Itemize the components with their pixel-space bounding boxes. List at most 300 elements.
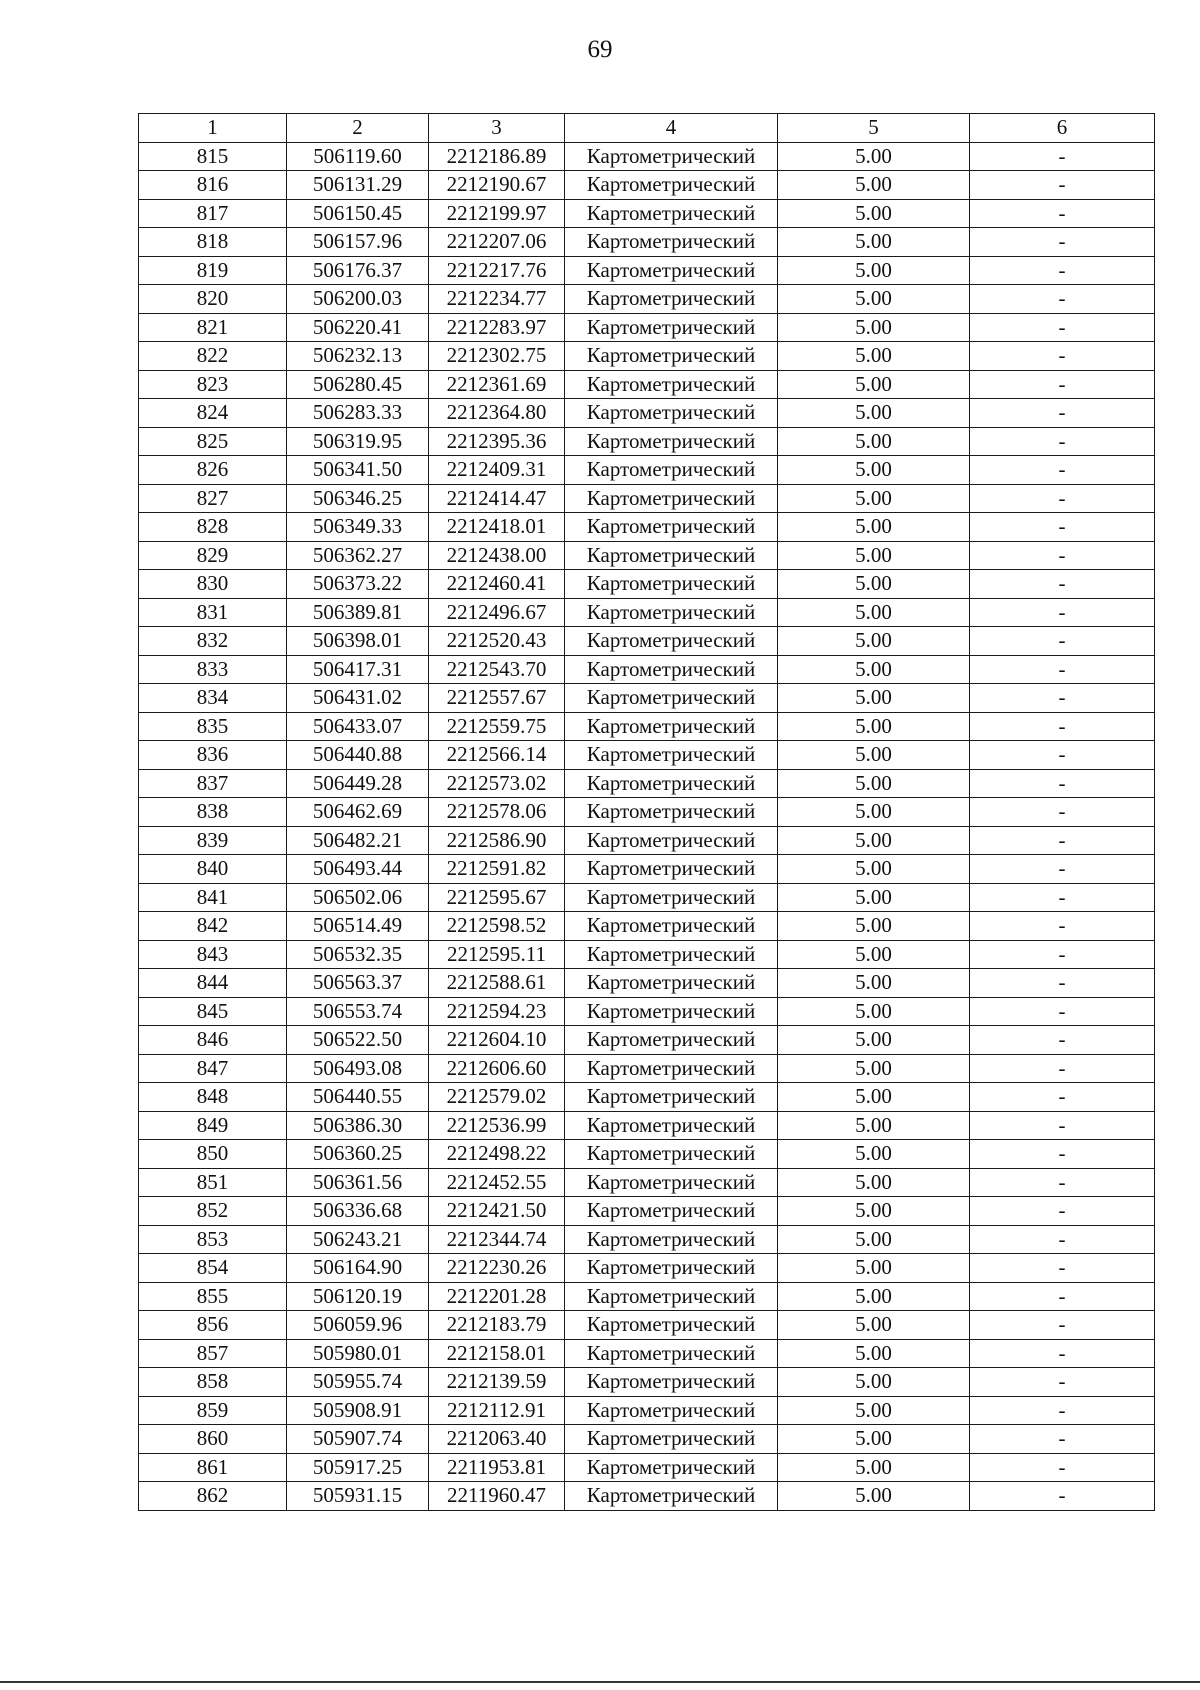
x-coordinate-cell: 506522.50 (287, 1026, 429, 1055)
y-coordinate-cell: 2212201.28 (429, 1282, 565, 1311)
accuracy-cell: 5.00 (778, 1168, 970, 1197)
note-cell: - (970, 1339, 1155, 1368)
point-number-cell: 849 (139, 1111, 287, 1140)
point-number-cell: 828 (139, 513, 287, 542)
point-number-cell: 819 (139, 256, 287, 285)
point-number-cell: 850 (139, 1140, 287, 1169)
x-coordinate-cell: 506563.37 (287, 969, 429, 998)
table-row (139, 627, 1155, 656)
note-cell: - (970, 598, 1155, 627)
method-cell: Картометрический (565, 1368, 778, 1397)
accuracy-cell: 5.00 (778, 826, 970, 855)
accuracy-cell: 5.00 (778, 912, 970, 941)
accuracy-cell: 5.00 (778, 313, 970, 342)
accuracy-cell: 5.00 (778, 940, 970, 969)
point-number-cell: 827 (139, 484, 287, 513)
point-number-cell: 860 (139, 1425, 287, 1454)
table-row (139, 199, 1155, 228)
accuracy-cell: 5.00 (778, 1482, 970, 1511)
note-cell: - (970, 855, 1155, 884)
column-header-4: 4 (565, 114, 778, 143)
x-coordinate-cell: 506220.41 (287, 313, 429, 342)
accuracy-cell: 5.00 (778, 627, 970, 656)
point-number-cell: 858 (139, 1368, 287, 1397)
note-cell: - (970, 1482, 1155, 1511)
method-cell: Картометрический (565, 171, 778, 200)
table-row (139, 1396, 1155, 1425)
y-coordinate-cell: 2212452.55 (429, 1168, 565, 1197)
x-coordinate-cell: 506362.27 (287, 541, 429, 570)
point-number-cell: 842 (139, 912, 287, 941)
accuracy-cell: 5.00 (778, 655, 970, 684)
accuracy-cell: 5.00 (778, 370, 970, 399)
point-number-cell: 824 (139, 399, 287, 428)
point-number-cell: 851 (139, 1168, 287, 1197)
method-cell: Картометрический (565, 1197, 778, 1226)
note-cell: - (970, 912, 1155, 941)
note-cell: - (970, 285, 1155, 314)
table-row (139, 655, 1155, 684)
note-cell: - (970, 655, 1155, 684)
y-coordinate-cell: 2212207.06 (429, 228, 565, 257)
y-coordinate-cell: 2212364.80 (429, 399, 565, 428)
x-coordinate-cell: 506493.08 (287, 1054, 429, 1083)
y-coordinate-cell: 2212566.14 (429, 741, 565, 770)
note-cell: - (970, 370, 1155, 399)
point-number-cell: 831 (139, 598, 287, 627)
method-cell: Картометрический (565, 1339, 778, 1368)
method-cell: Картометрический (565, 997, 778, 1026)
method-cell: Картометрический (565, 1254, 778, 1283)
method-cell: Картометрический (565, 541, 778, 570)
point-number-cell: 848 (139, 1083, 287, 1112)
x-coordinate-cell: 506346.25 (287, 484, 429, 513)
method-cell: Картометрический (565, 256, 778, 285)
note-cell: - (970, 1225, 1155, 1254)
method-cell: Картометрический (565, 883, 778, 912)
y-coordinate-cell: 2212543.70 (429, 655, 565, 684)
y-coordinate-cell: 2212594.23 (429, 997, 565, 1026)
accuracy-cell: 5.00 (778, 1396, 970, 1425)
y-coordinate-cell: 2212604.10 (429, 1026, 565, 1055)
x-coordinate-cell: 506232.13 (287, 342, 429, 371)
point-number-cell: 823 (139, 370, 287, 399)
table-row (139, 541, 1155, 570)
accuracy-cell: 5.00 (778, 1026, 970, 1055)
x-coordinate-cell: 506157.96 (287, 228, 429, 257)
table-row (139, 1168, 1155, 1197)
point-number-cell: 839 (139, 826, 287, 855)
note-cell: - (970, 883, 1155, 912)
accuracy-cell: 5.00 (778, 427, 970, 456)
point-number-cell: 825 (139, 427, 287, 456)
table-row (139, 1368, 1155, 1397)
note-cell: - (970, 1311, 1155, 1340)
table-row (139, 1026, 1155, 1055)
y-coordinate-cell: 2212595.11 (429, 940, 565, 969)
table-row (139, 598, 1155, 627)
note-cell: - (970, 171, 1155, 200)
note-cell: - (970, 1197, 1155, 1226)
x-coordinate-cell: 506119.60 (287, 142, 429, 171)
y-coordinate-cell: 2212302.75 (429, 342, 565, 371)
method-cell: Картометрический (565, 1453, 778, 1482)
method-cell: Картометрический (565, 228, 778, 257)
point-number-cell: 830 (139, 570, 287, 599)
accuracy-cell: 5.00 (778, 1425, 970, 1454)
x-coordinate-cell: 506433.07 (287, 712, 429, 741)
table-row (139, 826, 1155, 855)
y-coordinate-cell: 2212139.59 (429, 1368, 565, 1397)
note-cell: - (970, 199, 1155, 228)
accuracy-cell: 5.00 (778, 171, 970, 200)
method-cell: Картометрический (565, 855, 778, 884)
x-coordinate-cell: 506131.29 (287, 171, 429, 200)
method-cell: Картометрический (565, 142, 778, 171)
method-cell: Картометрический (565, 484, 778, 513)
accuracy-cell: 5.00 (778, 883, 970, 912)
method-cell: Картометрический (565, 1396, 778, 1425)
method-cell: Картометрический (565, 570, 778, 599)
point-number-cell: 845 (139, 997, 287, 1026)
y-coordinate-cell: 2212559.75 (429, 712, 565, 741)
x-coordinate-cell: 506502.06 (287, 883, 429, 912)
x-coordinate-cell: 506482.21 (287, 826, 429, 855)
note-cell: - (970, 997, 1155, 1026)
x-coordinate-cell: 506164.90 (287, 1254, 429, 1283)
bottom-rule (0, 1681, 1200, 1683)
x-coordinate-cell: 506059.96 (287, 1311, 429, 1340)
accuracy-cell: 5.00 (778, 798, 970, 827)
accuracy-cell: 5.00 (778, 513, 970, 542)
accuracy-cell: 5.00 (778, 256, 970, 285)
accuracy-cell: 5.00 (778, 741, 970, 770)
x-coordinate-cell: 506398.01 (287, 627, 429, 656)
y-coordinate-cell: 2212573.02 (429, 769, 565, 798)
y-coordinate-cell: 2212112.91 (429, 1396, 565, 1425)
table-row (139, 1425, 1155, 1454)
y-coordinate-cell: 2211953.81 (429, 1453, 565, 1482)
point-number-cell: 841 (139, 883, 287, 912)
coordinates-table (138, 113, 1155, 1511)
y-coordinate-cell: 2212418.01 (429, 513, 565, 542)
point-number-cell: 826 (139, 456, 287, 485)
accuracy-cell: 5.00 (778, 541, 970, 570)
y-coordinate-cell: 2212586.90 (429, 826, 565, 855)
note-cell: - (970, 741, 1155, 770)
table-row (139, 313, 1155, 342)
method-cell: Картометрический (565, 1026, 778, 1055)
note-cell: - (970, 256, 1155, 285)
point-number-cell: 837 (139, 769, 287, 798)
x-coordinate-cell: 505980.01 (287, 1339, 429, 1368)
point-number-cell: 862 (139, 1482, 287, 1511)
accuracy-cell: 5.00 (778, 228, 970, 257)
x-coordinate-cell: 506150.45 (287, 199, 429, 228)
x-coordinate-cell: 506431.02 (287, 684, 429, 713)
table-row (139, 1282, 1155, 1311)
table-row (139, 399, 1155, 428)
x-coordinate-cell: 505931.15 (287, 1482, 429, 1511)
accuracy-cell: 5.00 (778, 285, 970, 314)
y-coordinate-cell: 2212496.67 (429, 598, 565, 627)
method-cell: Картометрический (565, 712, 778, 741)
note-cell: - (970, 1168, 1155, 1197)
method-cell: Картометрический (565, 1311, 778, 1340)
note-cell: - (970, 1282, 1155, 1311)
note-cell: - (970, 541, 1155, 570)
table-row (139, 456, 1155, 485)
accuracy-cell: 5.00 (778, 1111, 970, 1140)
point-number-cell: 854 (139, 1254, 287, 1283)
accuracy-cell: 5.00 (778, 1453, 970, 1482)
method-cell: Картометрический (565, 513, 778, 542)
table-row (139, 1111, 1155, 1140)
x-coordinate-cell: 506386.30 (287, 1111, 429, 1140)
y-coordinate-cell: 2212234.77 (429, 285, 565, 314)
table-row (139, 1482, 1155, 1511)
table-row (139, 798, 1155, 827)
point-number-cell: 843 (139, 940, 287, 969)
column-header-6: 6 (970, 114, 1155, 143)
point-number-cell: 856 (139, 1311, 287, 1340)
note-cell: - (970, 826, 1155, 855)
table-row (139, 1083, 1155, 1112)
note-cell: - (970, 142, 1155, 171)
table-row (139, 1225, 1155, 1254)
note-cell: - (970, 399, 1155, 428)
table-row (139, 370, 1155, 399)
x-coordinate-cell: 506417.31 (287, 655, 429, 684)
point-number-cell: 832 (139, 627, 287, 656)
x-coordinate-cell: 506120.19 (287, 1282, 429, 1311)
table-row (139, 427, 1155, 456)
note-cell: - (970, 798, 1155, 827)
point-number-cell: 829 (139, 541, 287, 570)
note-cell: - (970, 1111, 1155, 1140)
method-cell: Картометрический (565, 1425, 778, 1454)
note-cell: - (970, 1083, 1155, 1112)
y-coordinate-cell: 2212591.82 (429, 855, 565, 884)
point-number-cell: 855 (139, 1282, 287, 1311)
table-row (139, 1254, 1155, 1283)
y-coordinate-cell: 2212063.40 (429, 1425, 565, 1454)
accuracy-cell: 5.00 (778, 598, 970, 627)
table-row (139, 570, 1155, 599)
x-coordinate-cell: 506200.03 (287, 285, 429, 314)
x-coordinate-cell: 506449.28 (287, 769, 429, 798)
column-header-1: 1 (139, 114, 287, 143)
accuracy-cell: 5.00 (778, 1054, 970, 1083)
accuracy-cell: 5.00 (778, 199, 970, 228)
y-coordinate-cell: 2212438.00 (429, 541, 565, 570)
x-coordinate-cell: 505907.74 (287, 1425, 429, 1454)
method-cell: Картометрический (565, 1482, 778, 1511)
page-number: 69 (587, 36, 613, 63)
x-coordinate-cell: 506360.25 (287, 1140, 429, 1169)
accuracy-cell: 5.00 (778, 969, 970, 998)
y-coordinate-cell: 2212190.67 (429, 171, 565, 200)
point-number-cell: 844 (139, 969, 287, 998)
note-cell: - (970, 1425, 1155, 1454)
note-cell: - (970, 1254, 1155, 1283)
method-cell: Картометрический (565, 769, 778, 798)
accuracy-cell: 5.00 (778, 399, 970, 428)
table-row (139, 769, 1155, 798)
point-number-cell: 833 (139, 655, 287, 684)
accuracy-cell: 5.00 (778, 684, 970, 713)
accuracy-cell: 5.00 (778, 712, 970, 741)
column-header-3: 3 (429, 114, 565, 143)
point-number-cell: 847 (139, 1054, 287, 1083)
x-coordinate-cell: 506373.22 (287, 570, 429, 599)
note-cell: - (970, 228, 1155, 257)
y-coordinate-cell: 2212578.06 (429, 798, 565, 827)
table-row (139, 741, 1155, 770)
accuracy-cell: 5.00 (778, 855, 970, 884)
accuracy-cell: 5.00 (778, 456, 970, 485)
table-row (139, 855, 1155, 884)
method-cell: Картометрический (565, 1225, 778, 1254)
accuracy-cell: 5.00 (778, 1339, 970, 1368)
table-row (139, 256, 1155, 285)
note-cell: - (970, 940, 1155, 969)
table-row (139, 513, 1155, 542)
note-cell: - (970, 1396, 1155, 1425)
table-row (139, 342, 1155, 371)
y-coordinate-cell: 2212460.41 (429, 570, 565, 599)
method-cell: Картометрический (565, 940, 778, 969)
point-number-cell: 840 (139, 855, 287, 884)
note-cell: - (970, 456, 1155, 485)
method-cell: Картометрический (565, 1140, 778, 1169)
y-coordinate-cell: 2212344.74 (429, 1225, 565, 1254)
x-coordinate-cell: 505955.74 (287, 1368, 429, 1397)
x-coordinate-cell: 506349.33 (287, 513, 429, 542)
method-cell: Картометрический (565, 684, 778, 713)
x-coordinate-cell: 506462.69 (287, 798, 429, 827)
method-cell: Картометрический (565, 1083, 778, 1112)
method-cell: Картометрический (565, 912, 778, 941)
method-cell: Картометрический (565, 969, 778, 998)
note-cell: - (970, 1054, 1155, 1083)
note-cell: - (970, 1026, 1155, 1055)
method-cell: Картометрический (565, 399, 778, 428)
y-coordinate-cell: 2212579.02 (429, 1083, 565, 1112)
y-coordinate-cell: 2212283.97 (429, 313, 565, 342)
accuracy-cell: 5.00 (778, 1083, 970, 1112)
note-cell: - (970, 769, 1155, 798)
method-cell: Картометрический (565, 370, 778, 399)
column-header-5: 5 (778, 114, 970, 143)
method-cell: Картометрический (565, 1111, 778, 1140)
note-cell: - (970, 427, 1155, 456)
note-cell: - (970, 684, 1155, 713)
table-row (139, 1054, 1155, 1083)
method-cell: Картометрический (565, 199, 778, 228)
table-row (139, 285, 1155, 314)
method-cell: Картометрический (565, 798, 778, 827)
accuracy-cell: 5.00 (778, 1311, 970, 1340)
accuracy-cell: 5.00 (778, 142, 970, 171)
point-number-cell: 852 (139, 1197, 287, 1226)
x-coordinate-cell: 506361.56 (287, 1168, 429, 1197)
table-row (139, 969, 1155, 998)
y-coordinate-cell: 2212421.50 (429, 1197, 565, 1226)
y-coordinate-cell: 2212158.01 (429, 1339, 565, 1368)
point-number-cell: 861 (139, 1453, 287, 1482)
point-number-cell: 838 (139, 798, 287, 827)
method-cell: Картометрический (565, 456, 778, 485)
note-cell: - (970, 313, 1155, 342)
table-row (139, 228, 1155, 257)
table-row (139, 142, 1155, 171)
method-cell: Картометрический (565, 598, 778, 627)
y-coordinate-cell: 2212557.67 (429, 684, 565, 713)
x-coordinate-cell: 506280.45 (287, 370, 429, 399)
x-coordinate-cell: 506440.55 (287, 1083, 429, 1112)
x-coordinate-cell: 506176.37 (287, 256, 429, 285)
method-cell: Картометрический (565, 655, 778, 684)
y-coordinate-cell: 2212606.60 (429, 1054, 565, 1083)
table-row (139, 883, 1155, 912)
note-cell: - (970, 969, 1155, 998)
accuracy-cell: 5.00 (778, 997, 970, 1026)
accuracy-cell: 5.00 (778, 1254, 970, 1283)
accuracy-cell: 5.00 (778, 1368, 970, 1397)
note-cell: - (970, 484, 1155, 513)
table-row (139, 712, 1155, 741)
accuracy-cell: 5.00 (778, 1282, 970, 1311)
method-cell: Картометрический (565, 826, 778, 855)
method-cell: Картометрический (565, 1282, 778, 1311)
x-coordinate-cell: 506514.49 (287, 912, 429, 941)
method-cell: Картометрический (565, 342, 778, 371)
table-row (139, 1197, 1155, 1226)
y-coordinate-cell: 2212186.89 (429, 142, 565, 171)
x-coordinate-cell: 505908.91 (287, 1396, 429, 1425)
point-number-cell: 821 (139, 313, 287, 342)
x-coordinate-cell: 506553.74 (287, 997, 429, 1026)
note-cell: - (970, 513, 1155, 542)
point-number-cell: 817 (139, 199, 287, 228)
table-row (139, 1453, 1155, 1482)
x-coordinate-cell: 505917.25 (287, 1453, 429, 1482)
y-coordinate-cell: 2212199.97 (429, 199, 565, 228)
accuracy-cell: 5.00 (778, 570, 970, 599)
table-row (139, 684, 1155, 713)
x-coordinate-cell: 506336.68 (287, 1197, 429, 1226)
point-number-cell: 835 (139, 712, 287, 741)
point-number-cell: 822 (139, 342, 287, 371)
table-row (139, 1140, 1155, 1169)
table-row (139, 171, 1155, 200)
y-coordinate-cell: 2212230.26 (429, 1254, 565, 1283)
x-coordinate-cell: 506440.88 (287, 741, 429, 770)
x-coordinate-cell: 506493.44 (287, 855, 429, 884)
x-coordinate-cell: 506341.50 (287, 456, 429, 485)
y-coordinate-cell: 2212361.69 (429, 370, 565, 399)
accuracy-cell: 5.00 (778, 769, 970, 798)
method-cell: Картометрический (565, 427, 778, 456)
method-cell: Картометрический (565, 1168, 778, 1197)
table-row (139, 484, 1155, 513)
table-body (139, 142, 1155, 1510)
table-row (139, 940, 1155, 969)
method-cell: Картометрический (565, 1054, 778, 1083)
note-cell: - (970, 1453, 1155, 1482)
y-coordinate-cell: 2212598.52 (429, 912, 565, 941)
